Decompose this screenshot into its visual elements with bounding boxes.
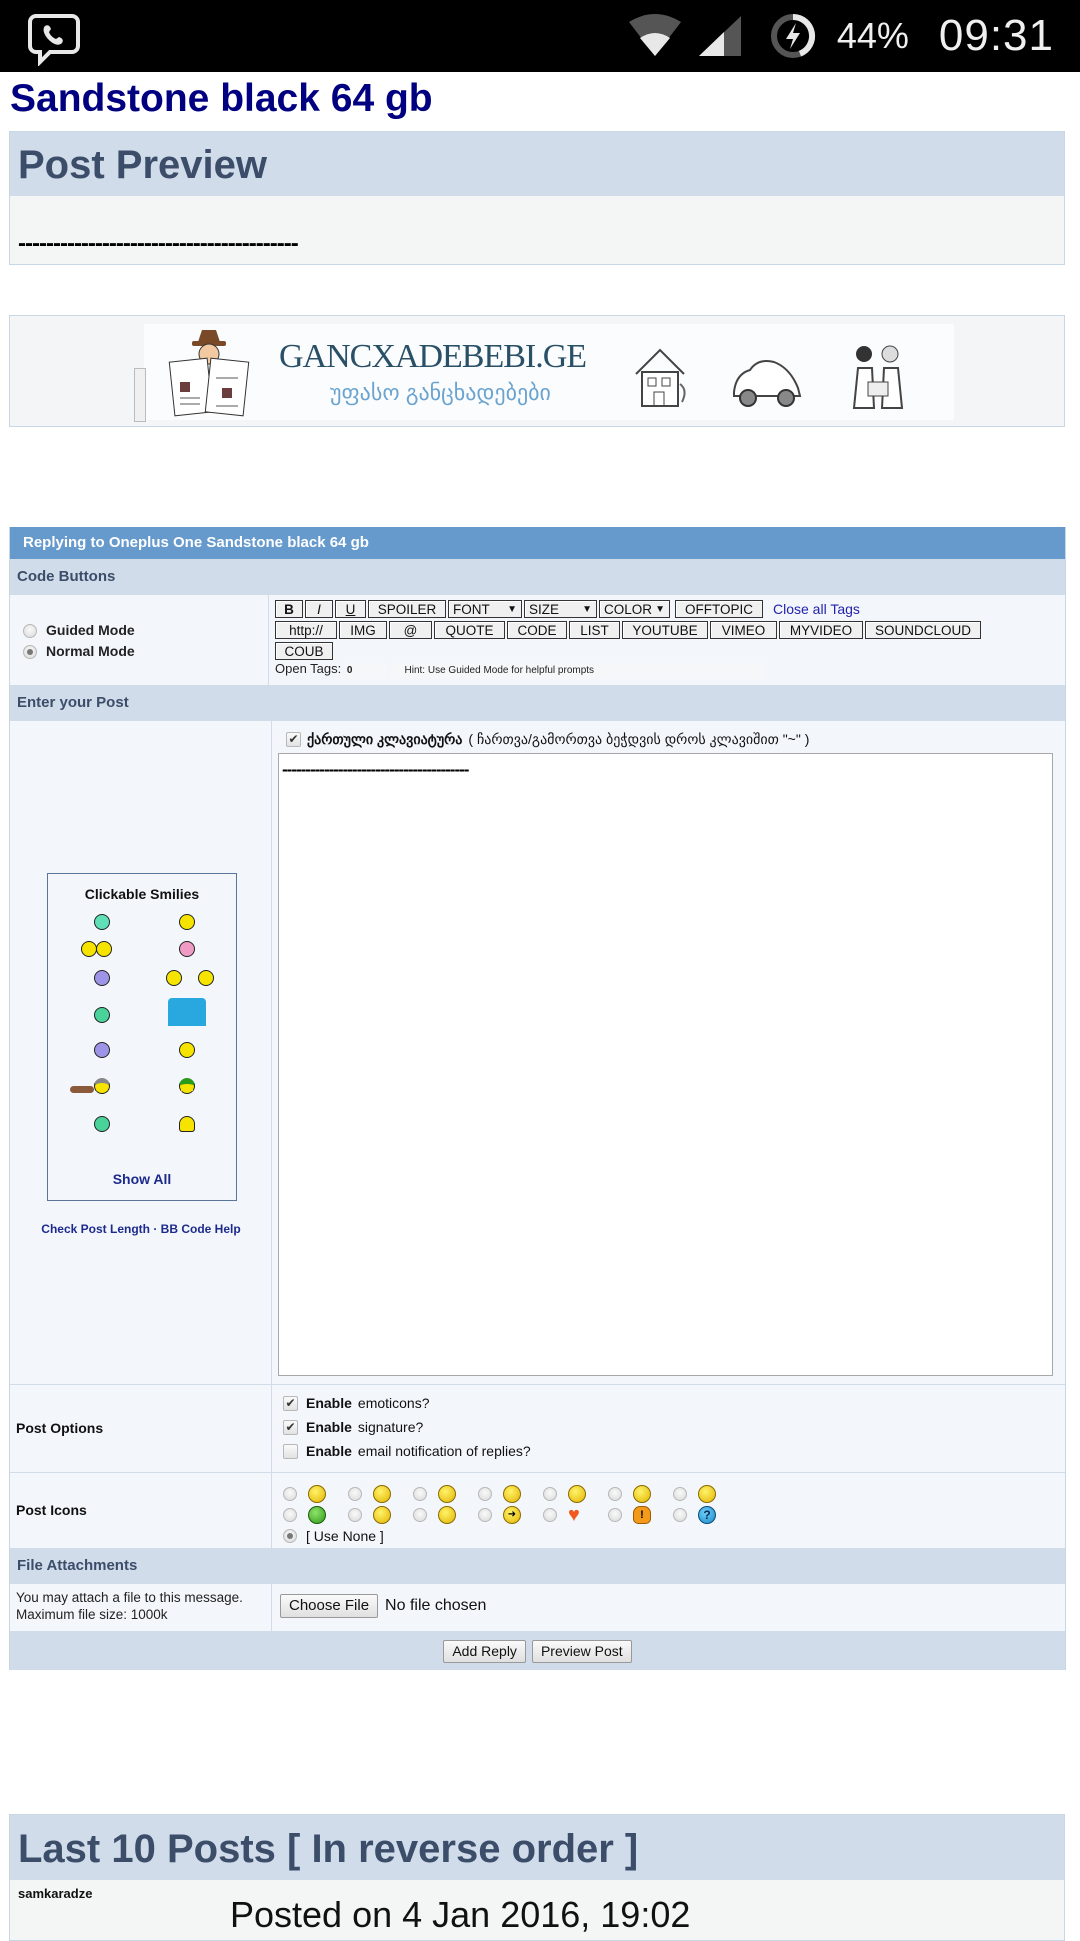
url-button[interactable]: http:// [275, 621, 337, 639]
smiley-hug-icon[interactable] [81, 941, 97, 957]
code-button[interactable]: CODE [507, 621, 567, 639]
smilies-title: Clickable Smilies [84, 886, 200, 902]
ad-side-label [134, 368, 146, 422]
post-preview-header: Post Preview [10, 132, 1064, 196]
bold-button[interactable]: B [275, 600, 303, 618]
color-select[interactable]: COLOR ▼ [599, 600, 670, 618]
post-icon-radio[interactable] [543, 1508, 557, 1522]
coub-button[interactable]: COUB [275, 642, 333, 660]
viking-club [70, 1086, 94, 1093]
georgian-keyboard-checkbox[interactable]: ✔ [286, 732, 301, 747]
post-icon-radio[interactable] [413, 1508, 427, 1522]
hint-text: Hint: Use Guided Mode for helpful prompts [391, 663, 765, 679]
normal-mode-option[interactable] [23, 641, 135, 662]
cool-icon[interactable] [438, 1506, 456, 1524]
offtopic-button[interactable]: OFFTOPIC [675, 600, 763, 618]
question-icon[interactable]: ? [698, 1506, 716, 1524]
smiley-army-icon[interactable] [179, 1078, 195, 1094]
smiley-drowning-icon[interactable] [168, 998, 206, 1026]
close-all-tags-link[interactable]: Close all Tags [773, 601, 860, 617]
post-icons-picker [272, 1473, 1065, 1548]
clickable-smilies-panel [47, 873, 237, 1201]
use-none-option[interactable] [283, 1525, 1065, 1546]
enable-email-notification-option[interactable]: Enable email notification of replies? [283, 1439, 1065, 1463]
frown-icon[interactable] [373, 1485, 391, 1503]
font-select[interactable]: FONT ▼ [448, 600, 522, 618]
georgian-keyboard-toggle[interactable] [286, 731, 809, 748]
ad-banner[interactable] [9, 315, 1065, 427]
vimeo-button[interactable]: VIMEO [710, 621, 777, 639]
post-icon-radio[interactable] [608, 1508, 622, 1522]
bb-code-help-link[interactable]: BB Code Help [160, 1222, 241, 1236]
italic-button[interactable]: I [305, 600, 333, 618]
status-bar [0, 0, 1080, 72]
smiley-scared-icon[interactable] [94, 970, 110, 986]
reply-form-header: Replying to Oneplus One Sandstone black 64 gb [10, 527, 1065, 560]
tongue-icon[interactable] [503, 1485, 521, 1503]
ad-brand: GANCXADEBEBI.GE [279, 338, 587, 375]
chevron-down-icon: ▼ [655, 604, 665, 615]
reply-form [9, 527, 1066, 1670]
guided-mode-radio[interactable] [23, 624, 37, 638]
last-posts [9, 1814, 1065, 1941]
confused-icon[interactable] [373, 1506, 391, 1524]
check-post-length-link[interactable]: Check Post Length [41, 1222, 150, 1236]
battery-charging-icon [769, 12, 817, 60]
smiley-grin-teeth-icon[interactable] [94, 1007, 110, 1023]
page-title: Sandstone black 64 gb [10, 77, 433, 120]
smiley-blush-icon[interactable] [179, 914, 195, 930]
post-icon-radio[interactable] [478, 1487, 492, 1501]
battery-percent: 44% [836, 15, 909, 56]
chevron-down-icon: ▼ [582, 604, 592, 615]
sick-icon[interactable] [308, 1506, 326, 1524]
post-icons-row [10, 1473, 1065, 1549]
normal-mode-radio[interactable] [23, 645, 37, 659]
post-icon-radio[interactable] [348, 1508, 362, 1522]
post-textarea-value: ---------------------------------------- [282, 760, 469, 779]
enable-emoticons-option[interactable]: ✔ Enable emoticons? [283, 1391, 1065, 1415]
warning-icon[interactable]: ! [633, 1506, 651, 1524]
open-tags-label: Open Tags: [275, 661, 342, 676]
help-links [10, 1222, 272, 1236]
quote-button[interactable]: QUOTE [434, 621, 505, 639]
cell-signal-icon [697, 14, 743, 58]
clock: 09:31 [938, 11, 1054, 60]
post-icon-radio[interactable] [413, 1487, 427, 1501]
viber-icon [26, 10, 82, 66]
smiley-ninja-icon[interactable] [94, 1042, 110, 1058]
post-entry-row [10, 721, 1065, 1385]
content-icon[interactable] [438, 1485, 456, 1503]
house-icon [632, 344, 694, 410]
normal-mode-label: Normal Mode [46, 643, 135, 659]
post-preview-content: ---------------------------------------- [10, 196, 1064, 264]
smiley-pirate-icon[interactable] [94, 1116, 110, 1132]
use-none-radio[interactable] [283, 1529, 297, 1543]
heart-icon[interactable]: ♥ [568, 1503, 580, 1526]
choose-file-button[interactable]: Choose File [280, 1594, 378, 1618]
newspaper-reader-icon [168, 326, 258, 418]
file-attachments-label: File Attachments [10, 1549, 1065, 1584]
smiley-peace-yellow-icon[interactable] [179, 1042, 195, 1058]
arrow-icon[interactable]: ➜ [503, 1506, 521, 1524]
post-textarea[interactable] [278, 753, 1053, 1376]
post-icon-radio[interactable] [608, 1487, 622, 1501]
smiley-peace-icon[interactable] [179, 941, 195, 957]
code-buttons-row [10, 595, 1065, 686]
use-none-label: [ Use None ] [306, 1527, 384, 1544]
smile-icon[interactable] [308, 1485, 326, 1503]
email-button[interactable]: @ [389, 621, 432, 639]
smiley-facepalm-icon[interactable] [179, 1116, 195, 1132]
link-separator: · [153, 1222, 158, 1236]
post-icon-radio[interactable] [478, 1508, 492, 1522]
size-select[interactable]: SIZE ▼ [524, 600, 597, 618]
car-icon [728, 354, 806, 410]
post-date: Posted on 4 Jan 2016, 19:02 [230, 1894, 691, 1935]
smiley-shoot-icon-2 [198, 970, 214, 986]
smiley-shoot-icon[interactable] [166, 970, 182, 986]
show-all-smilies-link[interactable]: Show All [112, 1171, 172, 1187]
preview-post-button[interactable]: Preview Post [532, 1640, 632, 1663]
mode-selector [10, 595, 269, 685]
add-reply-button[interactable]: Add Reply [443, 1640, 526, 1663]
post-row [10, 1880, 1064, 1940]
post-options-label: Post Options [16, 1420, 104, 1436]
shocked-icon[interactable] [568, 1485, 586, 1503]
post-icon-radio[interactable] [673, 1487, 687, 1501]
myvideo-button[interactable]: MYVIDEO [779, 621, 863, 639]
youtube-button[interactable]: YOUTUBE [622, 621, 708, 639]
post-icon-radio[interactable] [543, 1487, 557, 1501]
wifi-icon [627, 14, 683, 58]
chevron-down-icon: ▼ [507, 604, 517, 615]
ad-image[interactable] [144, 324, 954, 420]
bbcode-toolbar [269, 595, 1065, 679]
spoiler-button[interactable]: SPOILER [368, 600, 446, 618]
ad-tagline: უფასო განცხადებები [330, 380, 551, 405]
open-tags-status [275, 661, 1065, 679]
enable-signature-checkbox[interactable]: ✔ [283, 1420, 298, 1435]
enable-email-notification-checkbox[interactable] [283, 1444, 298, 1459]
smiley-viking-icon[interactable] [94, 1078, 110, 1094]
angry-icon[interactable] [698, 1485, 716, 1503]
guided-mode-label: Guided Mode [46, 622, 135, 638]
file-status: No file chosen [385, 1597, 487, 1614]
code-buttons-label: Code Buttons [10, 560, 1065, 595]
post-icons-label: Post Icons [16, 1502, 87, 1518]
post-options-row [10, 1385, 1065, 1473]
post-author[interactable]: samkaradze [18, 1886, 93, 1901]
georgian-keyboard-note: ( ჩართვა/გამორთვა ბეჭდვის დროს კლავიშით "~" ) [468, 731, 810, 747]
enable-emoticons-checkbox[interactable]: ✔ [283, 1396, 298, 1411]
post-icon-radio[interactable] [673, 1508, 687, 1522]
couple-reading-icon [850, 342, 906, 412]
file-input[interactable] [280, 1594, 486, 1618]
guided-mode-option[interactable] [23, 620, 135, 641]
enable-signature-option[interactable]: ✔ Enable signature? [283, 1415, 1065, 1439]
enter-post-label: Enter your Post [10, 686, 1065, 721]
smiley-nurse-icon[interactable] [94, 914, 110, 930]
submit-row [10, 1632, 1065, 1670]
post-icon-radio[interactable] [283, 1508, 297, 1522]
file-attachment-info: You may attach a file to this message. Maximum file size: 1000k [16, 1590, 243, 1622]
open-tags-count: 0 [347, 663, 387, 679]
img-button[interactable]: IMG [339, 621, 387, 639]
laugh-icon[interactable] [633, 1485, 651, 1503]
list-button[interactable]: LIST [569, 621, 620, 639]
file-attachments-row [10, 1584, 1065, 1632]
post-icon-radio[interactable] [283, 1487, 297, 1501]
last-posts-header: Last 10 Posts [ In reverse order ] [10, 1815, 1064, 1880]
post-preview [9, 131, 1065, 265]
post-icon-radio[interactable] [348, 1487, 362, 1501]
georgian-keyboard-label: ქართული კლავიატურა [307, 731, 463, 747]
soundcloud-button[interactable]: SOUNDCLOUD [865, 621, 981, 639]
underline-button[interactable]: U [335, 600, 366, 618]
smiley-hug-icon-2 [96, 941, 112, 957]
